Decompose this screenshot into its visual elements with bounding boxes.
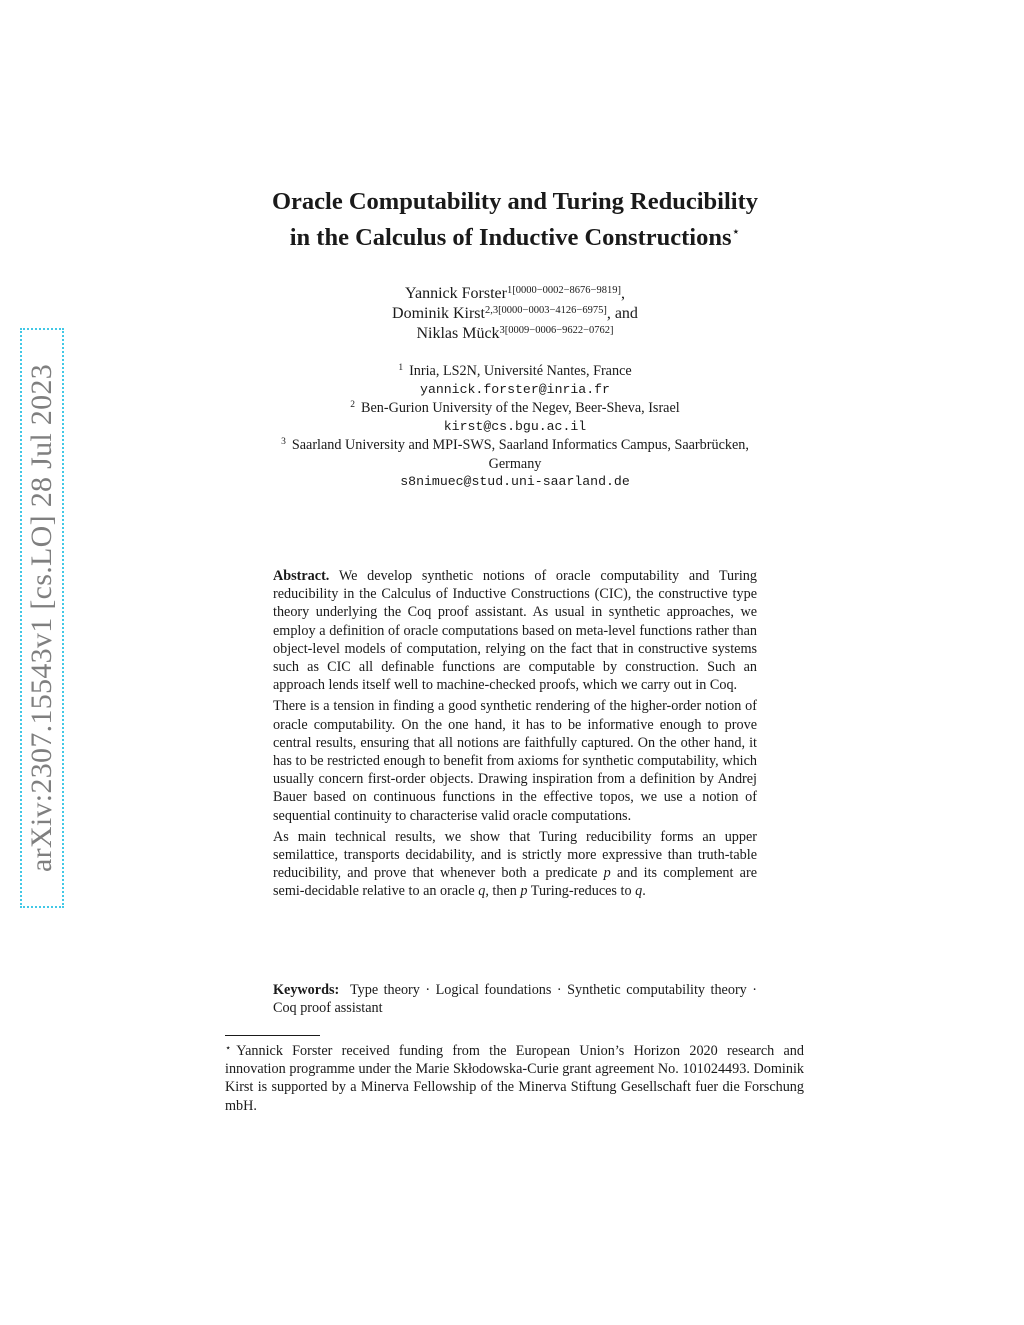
author-3 <box>200 324 830 344</box>
arxiv-identifier-stamp <box>20 328 64 908</box>
affiliation-text: Saarland University and MPI-SWS, Saarland Informatics Campus, Saarbrücken, <box>291 437 749 453</box>
author-name: Yannick Forster <box>405 285 507 302</box>
affiliation-number: 1 <box>398 363 404 373</box>
affiliation-1 <box>200 362 830 381</box>
author-list <box>200 284 830 344</box>
affiliation-number: 3 <box>281 437 286 447</box>
title-line-2-text: in the Calculus of Inductive Constructions <box>289 224 732 251</box>
keywords-label: Keywords: <box>273 982 340 998</box>
author-separator: , and <box>606 305 638 322</box>
math-p: p <box>603 865 611 882</box>
affiliation-2 <box>200 399 830 418</box>
abstract-text: . <box>642 883 646 900</box>
paper-title <box>200 186 830 253</box>
abstract-paragraph-2: There is a tension in finding a good synthetic rendering of the higher-order notion of oracle computability. On the one hand, it has to be informative enough to prove central results, ensuring that all notions are faithfully captured. On the other hand, it has to be restricted enough to benefit from axioms for synthetic computability, which usually concern first-order objects. Drawing inspiration from a definition by Andrej Bauer based on continuous functions in the effective topos, we use a notion of sequential continuity to characterise valid oracle computations. <box>273 698 757 824</box>
author-separator: , <box>620 285 625 302</box>
abstract-paragraph-1 <box>273 567 757 694</box>
abstract <box>273 567 757 904</box>
affiliation-text: Ben-Gurion University of the Negev, Beer-Sheva, Israel <box>361 400 680 416</box>
footnote-divider <box>225 1035 320 1036</box>
affiliation-email: yannick.forster@inria.fr <box>420 381 610 397</box>
abstract-text: and its complement are semi-decidable relative to an oracle <box>273 865 757 900</box>
abstract-paragraph-3 <box>273 828 757 901</box>
title-line-1: Oracle Computability and Turing Reducibility <box>272 188 758 215</box>
keywords-text: Type theory · Logical foundations · Synthetic computability theory · Coq proof assistant <box>273 982 757 1017</box>
abstract-text: , then <box>485 883 521 900</box>
math-q: q <box>635 883 643 900</box>
affiliation-text-continued: Germany <box>488 455 542 472</box>
author-orcid: 3[0009−0006−9622−0762] <box>499 325 614 336</box>
math-p: p <box>520 883 528 900</box>
abstract-text: We develop synthetic notions of oracle computability and Turing reducibility in the Calculus of Inductive Constructions (CIC), the constructive type theory underlying the Coq proof assistant. As usual in synthetic approaches, we employ a definition of oracle computations based on meta-level functions rather than object-level models of computation, relying on the fact that in constructive systems such as CIC all definable functions are computable by construction. Such an approach lends itself well to machine-checked proofs, which we carry out in Coq. <box>273 568 757 694</box>
author-1 <box>200 284 830 304</box>
keywords <box>273 981 757 1017</box>
footnote-star: ⋆ <box>225 1043 232 1054</box>
abstract-text: Turing-reduces to <box>527 883 636 900</box>
author-name: Niklas Mück <box>416 325 500 342</box>
author-name: Dominik Kirst <box>392 305 485 322</box>
affiliation-number: 2 <box>350 400 356 410</box>
title-footnote-star: ⋆ <box>731 225 741 240</box>
author-orcid: 2,3[0000−0003−4126−6975] <box>484 305 607 316</box>
abstract-text: As main technical results, we show that Turing reducibility forms an upper semilattice, transports decidability, and is strictly more expressive than truth-table reducibility, and prove that whenever both a predicate <box>273 828 757 882</box>
affiliation-list <box>200 362 830 492</box>
affiliation-email: s8nimuec@stud.uni-saarland.de <box>400 474 630 489</box>
math-q: q <box>478 883 486 900</box>
author-2 <box>200 304 830 324</box>
affiliation-email: kirst@cs.bgu.ac.il <box>443 418 587 434</box>
arxiv-identifier-text: arXiv:2307.15543v1 [cs.LO] 28 Jul 2023 <box>25 363 58 873</box>
footnote <box>225 1040 804 1115</box>
footnote-text: Yannick Forster received funding from the European Union’s Horizon 2020 research and innovation programme under the Marie Skłodowska-Curie grant agreement No. 101024493. Dominik Kirst is supported by a Minerva Fellowship of the Minerva Stiftung Gesellschaft fuer die Forschung mbH. <box>225 1043 804 1114</box>
author-orcid: 1[0000−0002−8676−9819] <box>506 285 621 296</box>
affiliation-3 <box>200 436 830 455</box>
title-line-2 <box>200 217 830 253</box>
abstract-label: Abstract. <box>273 568 330 584</box>
affiliation-text: Inria, LS2N, Université Nantes, France <box>409 363 632 379</box>
